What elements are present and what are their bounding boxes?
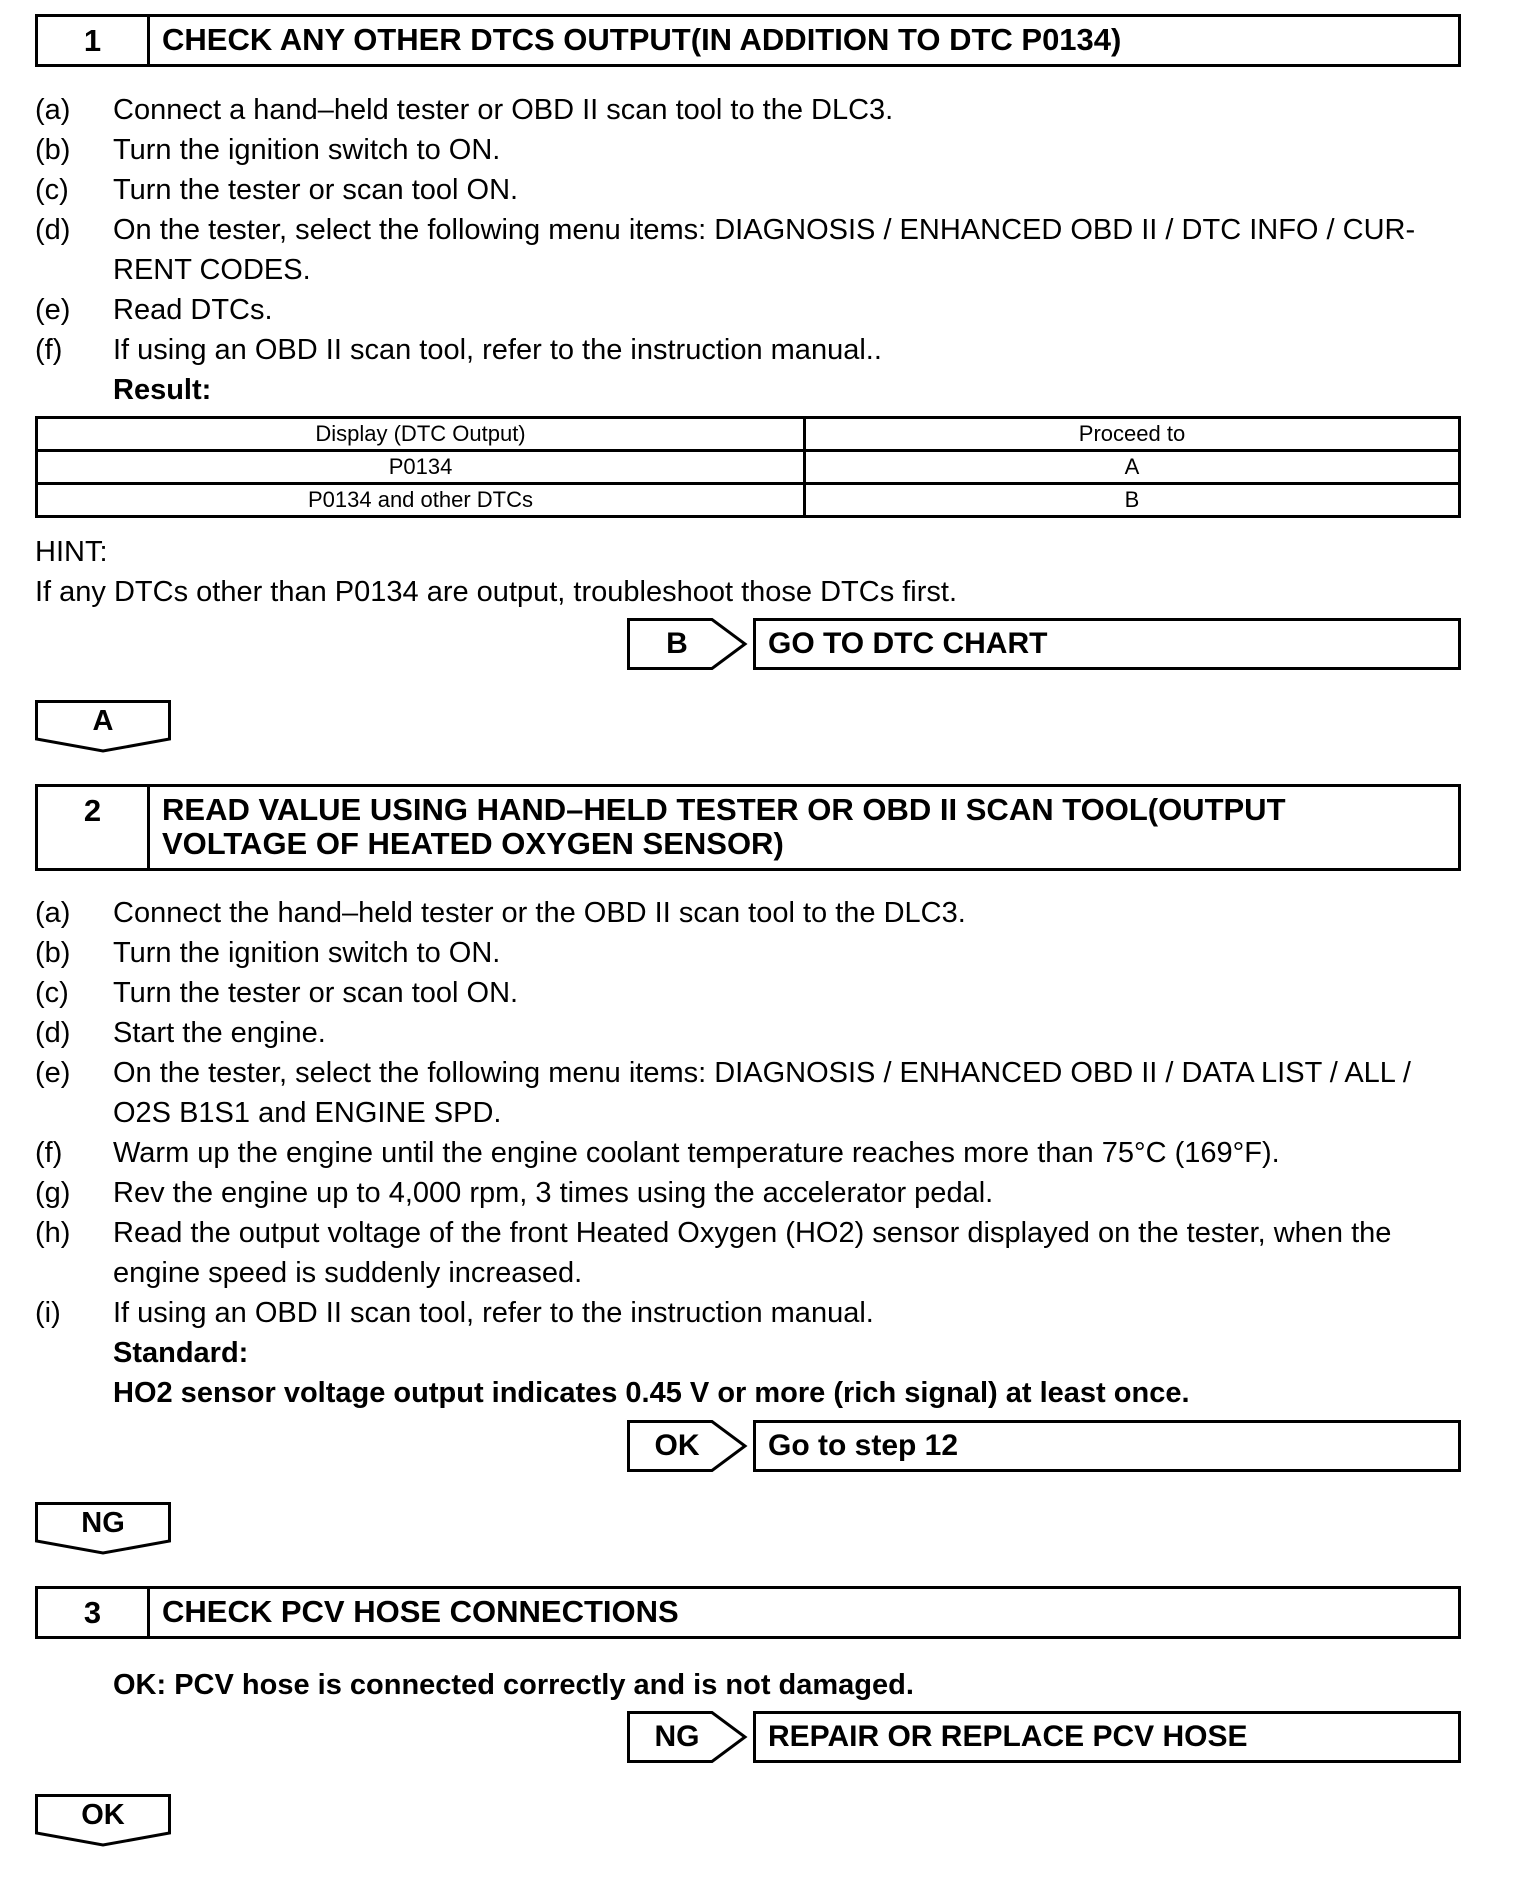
table-row [37, 484, 1460, 517]
ok-condition-text: OK: PCV hose is connected correctly and is not damaged. [113, 1669, 914, 1701]
table-cell: B [805, 484, 1460, 517]
step-1-instructions [35, 90, 1461, 370]
hint-text: If any DTCs other than P0134 are output, troubleshoot those DTCs first. [35, 576, 958, 608]
list-item: (d) Start the engine. [35, 1017, 326, 1049]
continue-tag-ng[interactable]: NG [35, 1502, 171, 1554]
branch-tag: OK [627, 1420, 747, 1472]
step-2-header [35, 784, 1461, 871]
table-header: Proceed to [805, 418, 1460, 451]
step-number: 1 [38, 17, 150, 64]
list-item: (i) If using an OBD II scan tool, refer to the instruction manual. [35, 1297, 874, 1329]
result-label: Result: [113, 374, 212, 406]
list-item: (e) On the tester, select the following menu items: DIAGNOSIS / ENHANCED OBD II / DATA LIST / ALL / O2S B1S1 and ENGINE SPD. [35, 1057, 1411, 1129]
branch-ng[interactable] [627, 1711, 1461, 1763]
list-item: (a) Connect the hand–held tester or the OBD II scan tool to the DLC3. [35, 897, 966, 929]
branch-destination: REPAIR OR REPLACE PCV HOSE [753, 1711, 1461, 1763]
table-cell: A [805, 451, 1460, 484]
table-cell: P0134 and other DTCs [37, 484, 805, 517]
step-2-instructions [35, 893, 1461, 1333]
list-item: (c) Turn the tester or scan tool ON. [35, 174, 519, 206]
standard-label: Standard: [113, 1337, 249, 1369]
step-number: 3 [38, 1589, 150, 1636]
continue-tag-ok[interactable]: OK [35, 1794, 171, 1846]
list-item: (b) Turn the ignition switch to ON. [35, 134, 501, 166]
branch-tag: NG [627, 1711, 747, 1763]
table-header: Display (DTC Output) [37, 418, 805, 451]
result-table [35, 416, 1461, 518]
branch-destination: GO TO DTC CHART [753, 618, 1461, 670]
branch-ok[interactable] [627, 1420, 1461, 1472]
table-row [37, 451, 1460, 484]
step-3-header [35, 1586, 1461, 1639]
branch-tag: B [627, 618, 747, 670]
list-item: (g) Rev the engine up to 4,000 rpm, 3 times using the accelerator pedal. [35, 1177, 994, 1209]
list-item: (b) Turn the ignition switch to ON. [35, 937, 501, 969]
table-cell: P0134 [37, 451, 805, 484]
standard-text: HO2 sensor voltage output indicates 0.45 V or more (rich signal) at least once. [113, 1377, 1190, 1409]
list-item: (f) If using an OBD II scan tool, refer to the instruction manual.. [35, 334, 882, 366]
list-item: (f) Warm up the engine until the engine coolant temperature reaches more than 75°C (169°F). [35, 1137, 1280, 1169]
branch-b[interactable] [627, 618, 1461, 670]
step-title: CHECK PCV HOSE CONNECTIONS [162, 1594, 679, 1629]
hint-label: HINT: [35, 536, 108, 568]
step-number: 2 [38, 787, 150, 868]
continue-tag-a[interactable]: A [35, 700, 171, 752]
branch-destination: Go to step 12 [753, 1420, 1461, 1472]
list-item: (h) Read the output voltage of the front Heated Oxygen (HO2) sensor displayed on the tester, when the engine speed is suddenly increased. [35, 1217, 1392, 1289]
table-header-row [37, 418, 1460, 451]
list-item: (c) Turn the tester or scan tool ON. [35, 977, 519, 1009]
step-title: CHECK ANY OTHER DTCS OUTPUT(IN ADDITION TO DTC P0134) [162, 22, 1122, 57]
list-item: (d) On the tester, select the following menu items: DIAGNOSIS / ENHANCED OBD II / DTC INFO / CUR- RENT CODES. [35, 214, 1416, 286]
step-1-header [35, 14, 1461, 67]
list-item: (a) Connect a hand–held tester or OBD II scan tool to the DLC3. [35, 94, 894, 126]
list-item: (e) Read DTCs. [35, 294, 273, 326]
step-title: READ VALUE USING HAND–HELD TESTER OR OBD II SCAN TOOL(OUTPUT VOLTAGE OF HEATED OXYGEN SENSOR) [162, 792, 1286, 861]
